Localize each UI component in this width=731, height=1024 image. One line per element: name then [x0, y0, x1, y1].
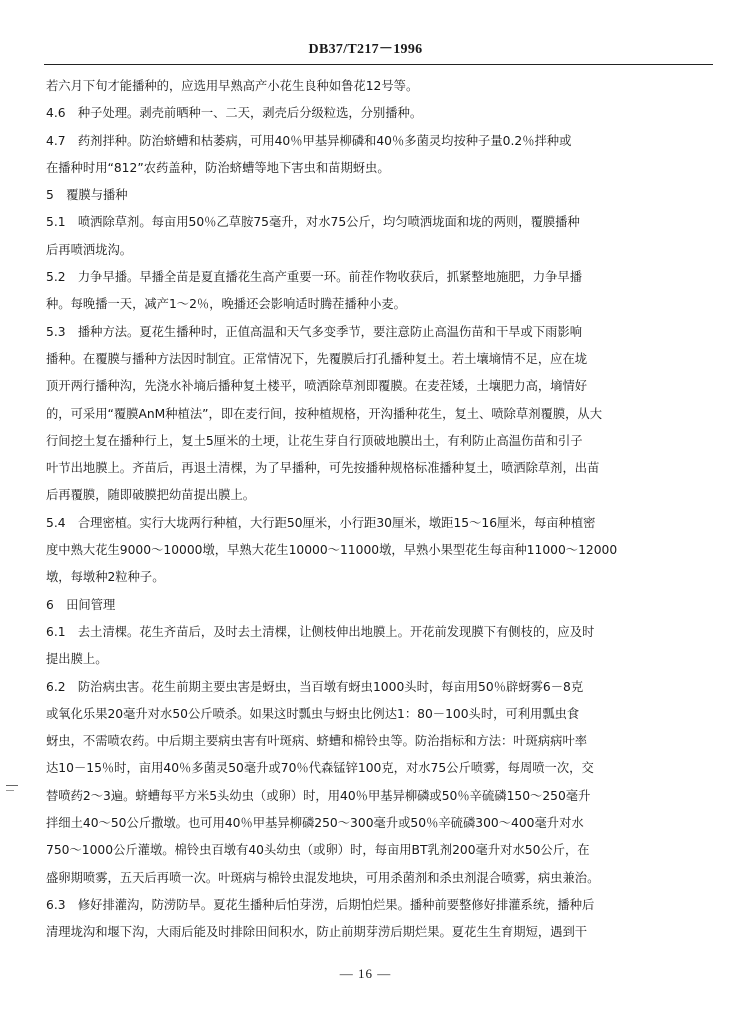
text-line: 叶节出地膜上。齐苗后，再退土清棵，为了早播种，可先按播种规格标准播种复土，喷洒除草剂，出苗	[46, 461, 600, 476]
text-line: 替喷药2～3遍。蛴螬每平方米5头幼虫（或卵）时，用40％甲基异柳磷或50％辛硫磷150～250毫升	[46, 788, 591, 803]
standard-code-header: DB37/T217－1996	[308, 42, 423, 57]
text-line: 清理垅沟和堰下沟，大雨后能及时排除田间积水，防止前期芽涝后期烂果。夏花生生育期短，遇到干	[46, 925, 588, 940]
text-line: 盛卵期喷雾，五天后再喷一次。叶斑病与棉铃虫混发地块，可用杀菌剂和杀虫剂混合喷雾，病虫兼治。	[46, 870, 600, 885]
text-line: 在播种时用“812”农药盖种，防治蛴螬等地下害虫和苗期蚜虫。	[46, 160, 390, 175]
text-line: 6.3 修好排灌沟，防涝防旱。夏花生播种后怕芽涝，后期怕烂果。播种前要整修好排灌系统，播种后	[46, 897, 595, 912]
text-line: 750～1000公斤灌墩。棉铃虫百墩有40头幼虫（或卵）时，每亩用BT乳剂200毫升对水50公斤，在	[46, 843, 590, 858]
text-line: 4.7 药剂拌种。防治蛴螬和枯萎病，可用40％甲基异柳磷和40％多菌灵均按种子量0.2％拌种或	[46, 133, 572, 148]
header-rule	[44, 64, 713, 65]
body-text	[46, 73, 711, 947]
text-line: 5.4 合理密植。实行大垅两行种植，大行距50厘米，小行距30厘米，墩距15～16厘米，每亩种植密	[46, 515, 596, 530]
text-line: 拌细土40～50公斤撒墩。也可用40％甲基异柳磷250～300毫升或50％辛硫磷300～400毫升对水	[46, 816, 584, 831]
text-line: 顶开两行播种沟，先浇水补墒后播种复土楼平，喷洒除草剂即覆膜。在麦茬矮，土壤肥力高，墒情好	[46, 379, 588, 394]
text-line: 5.2 力争早播。早播全苗是夏直播花生高产重要一环。前茬作物收获后，抓紧整地施肥，力争早播	[46, 270, 583, 285]
text-line: 行间挖土复在播种行上，复土5厘米的土埂，让花生芽自行顶破地膜出土，有利防止高温伤苗和引子	[46, 433, 583, 448]
text-line: 5.1 喷洒除草剂。每亩用50％乙草胺75毫升，对水75公斤，均匀喷洒垅面和垅的两则，覆膜播种	[46, 215, 580, 230]
text-line: 5 覆膜与播种	[46, 188, 128, 203]
text-line: 4.6 种子处理。剥壳前晒种一、二天，剥壳后分级粒选，分别播种。	[46, 106, 423, 121]
text-line: 5.3 播种方法。夏花生播种时，正值高温和天气多变季节，要注意防止高温伤苗和干旱或下雨影响	[46, 324, 583, 339]
text-line: 6.1 去土清棵。花生齐苗后，及时去土清棵，让侧枝伸出地膜上。开花前发现膜下有侧枝的，应及时	[46, 624, 595, 639]
page-number: — 16 —	[339, 966, 392, 981]
text-line: 播种。在覆膜与播种方法因时制宜。正常情况下，先覆膜后打孔播种复土。若土壤墒情不足，应在垅	[46, 351, 588, 366]
text-line: 达10－15％时，亩用40％多菌灵50毫升或70％代森锰锌100克，对水75公斤喷雾，每周喷一次，交	[46, 761, 594, 776]
text-line: 蚜虫，不需喷农药。中后期主要病虫害有叶斑病、蛴螬和棉铃虫等。防治指标和方法：叶斑病病叶率	[46, 734, 588, 749]
text-line: 6 田间管理	[46, 597, 116, 612]
text-line: 墩，每墩种2粒种子。	[46, 570, 165, 585]
text-line: 6.2 防治病虫害。花生前期主要虫害是蚜虫，当百墩有蚜虫1000头时，每亩用50％辟蚜雾6－8克	[46, 679, 584, 694]
text-line: 的，可采用“覆膜AnM种植法”，即在麦行间，按种植规格，开沟播种花生，复土、喷除草剂覆膜，从大	[46, 406, 603, 421]
text-line: 度中熟大花生9000～10000墩，早熟大花生10000～11000墩，早熟小果型花生每亩种11000～12000	[46, 543, 618, 558]
margin-mark	[6, 790, 14, 791]
text-line: 若六月下旬才能播种的，应选用早熟高产小花生良种如鲁花12号等。	[46, 79, 419, 93]
margin-mark	[6, 785, 18, 786]
text-line: 后再喷洒垅沟。	[46, 242, 133, 257]
text-line: 或氧化乐果20毫升对水50公斤喷杀。如果这时瓢虫与蚜虫比例达1：80－100头时，可利用瓢虫食	[46, 706, 580, 721]
text-line: 后再覆膜，随即破膜把幼苗提出膜上。	[46, 488, 256, 503]
text-line: 种。每晚播一天，减产1～2％，晚播还会影响适时腾茬播种小麦。	[46, 297, 406, 312]
text-line: 提出膜上。	[46, 652, 108, 667]
